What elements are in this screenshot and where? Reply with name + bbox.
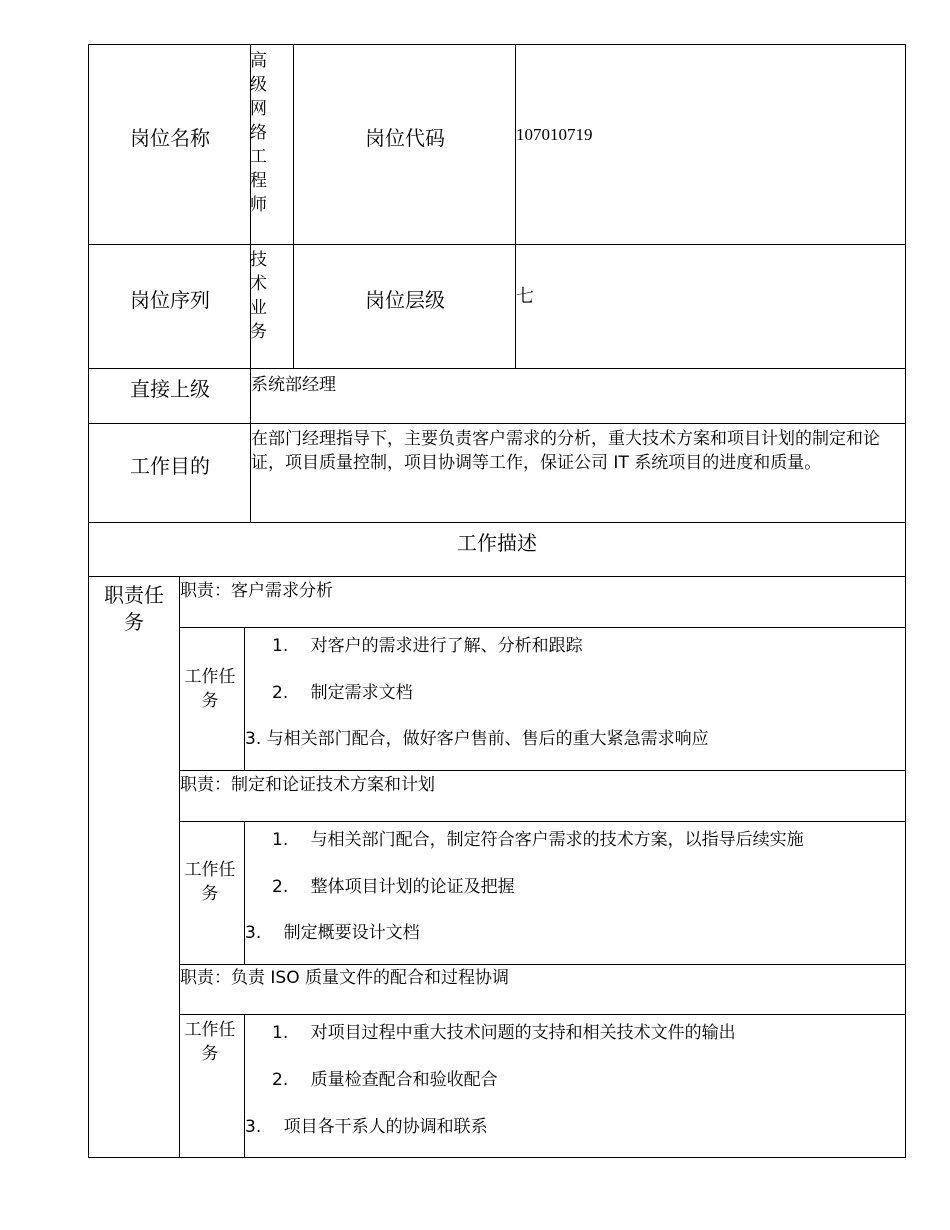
- description-header: 工作描述: [457, 531, 537, 555]
- task-label: 工作任务: [184, 1020, 236, 1064]
- supervisor-value: 系统部经理: [251, 375, 336, 395]
- task-item: 2. 整体项目计划的论证及把握: [272, 877, 515, 897]
- purpose-value: 在部门经理指导下，主要负责客户需求的分析，重大技术方案和项目计划的制定和论证，项目质量控制，项目协调等工作，保证公司 IT 系统项目的进度和质量。: [251, 429, 880, 473]
- task-item: 1. 对客户的需求进行了解、分析和跟踪: [272, 636, 583, 656]
- row-divider: [88, 423, 906, 424]
- duty-title: 职责：客户需求分析: [180, 581, 333, 601]
- task-item: 2. 质量检查配合和验收配合: [272, 1070, 498, 1090]
- duty-task-label: 职责任务: [104, 583, 164, 634]
- task-item: 3. 与相关部门配合，做好客户售前、售后的重大紧急需求响应: [245, 729, 709, 749]
- job-code-label: 岗位代码: [365, 126, 445, 150]
- row-divider: [179, 1014, 906, 1015]
- task-item: 3. 制定概要设计文档: [245, 923, 420, 943]
- job-level-label: 岗位层级: [365, 288, 445, 312]
- job-name-label: 岗位名称: [130, 126, 210, 150]
- row-divider: [88, 368, 906, 369]
- duty-title: 职责：制定和论证技术方案和计划: [180, 775, 435, 795]
- job-series-value: 技术业务: [250, 250, 267, 342]
- job-code-value: 107010719: [516, 125, 593, 144]
- row-divider: [179, 964, 906, 965]
- purpose-label: 工作目的: [130, 454, 210, 478]
- task-item: 2. 制定需求文档: [272, 683, 413, 703]
- job-series-label: 岗位序列: [130, 288, 210, 312]
- supervisor-label: 直接上级: [130, 377, 210, 401]
- row-divider: [179, 627, 906, 628]
- task-label: 工作任务: [184, 860, 236, 904]
- row-divider: [179, 770, 906, 771]
- task-item: 1. 与相关部门配合，制定符合客户需求的技术方案，以指导后续实施: [272, 830, 804, 850]
- job-name-value: 高级网络工程师: [250, 51, 267, 215]
- job-level-value: 七: [516, 286, 534, 307]
- row-divider: [88, 522, 906, 523]
- task-label: 工作任务: [184, 667, 236, 711]
- row-divider: [179, 821, 906, 822]
- row-divider: [88, 244, 906, 245]
- col-divider: [293, 44, 294, 368]
- duty-title: 职责：负责 ISO 质量文件的配合和过程协调: [180, 968, 509, 988]
- task-item: 1. 对项目过程中重大技术问题的支持和相关技术文件的输出: [272, 1023, 736, 1043]
- task-item: 3. 项目各干系人的协调和联系: [245, 1117, 488, 1137]
- col-divider: [515, 44, 516, 368]
- row-divider: [88, 576, 906, 577]
